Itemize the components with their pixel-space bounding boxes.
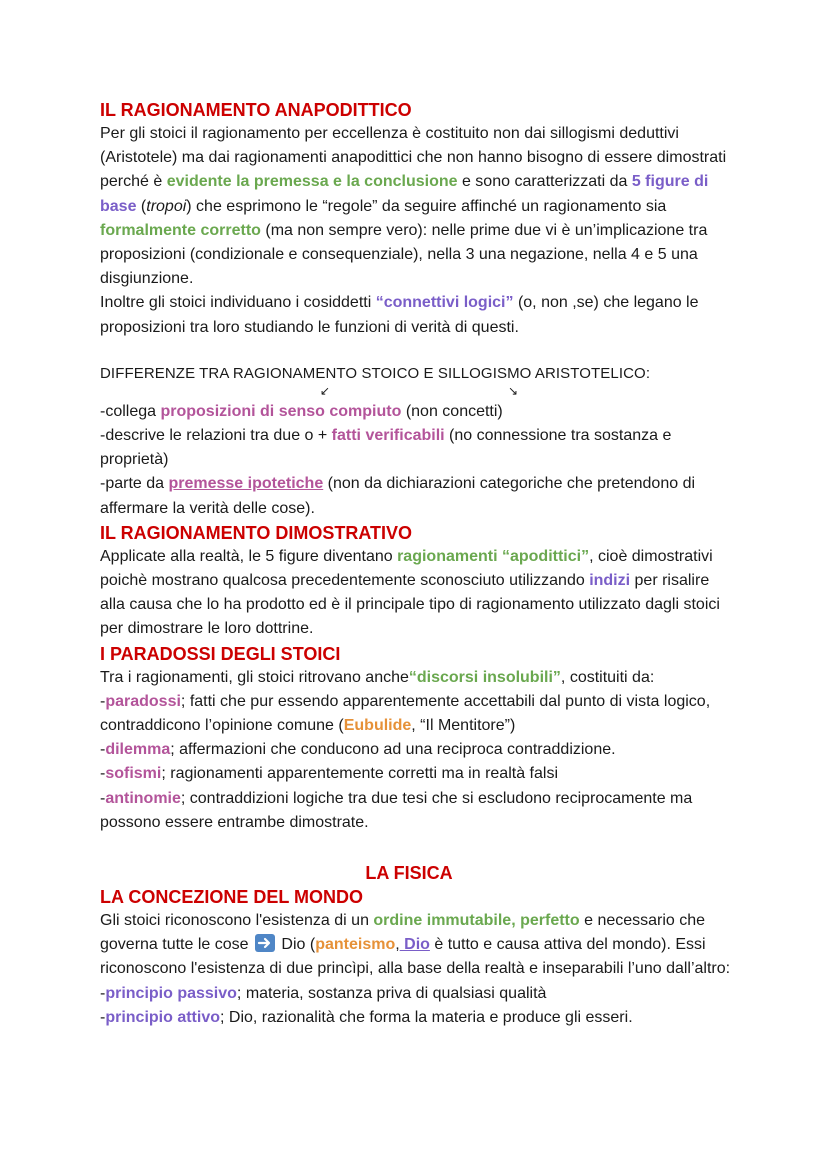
highlight-green: evidente la premessa e la conclusione xyxy=(166,173,458,191)
text-run: - xyxy=(100,692,106,710)
highlight-orange: panteismo xyxy=(315,936,396,954)
text-run: Dio ( xyxy=(276,936,316,954)
highlight-green: ragionamenti “apodittici” xyxy=(397,547,590,565)
highlight-green: formalmente corretto xyxy=(100,221,261,239)
text-run: - xyxy=(100,1008,106,1026)
text-run: ( xyxy=(136,197,147,215)
arrow-down-right-icon: ↘ xyxy=(508,383,519,398)
highlight-magenta: paradossi xyxy=(105,692,181,710)
text-run: ; fatti che pur essendo apparentemente accettabili dal punto di vista logico, contraddicono l’opinione comune ( xyxy=(100,692,711,735)
highlight-purple: indizi xyxy=(589,572,631,590)
paragraph-dimostrativo xyxy=(100,545,738,642)
text-run: per risalire alla causa che lo ha prodotto ed è il principale tipo di ragionamento utilizzato dagli stoici per dimostrare le loro dottrine. xyxy=(100,572,720,638)
highlight-italic: tropoi xyxy=(146,197,187,215)
text-run: e sono caratterizzati da xyxy=(457,173,632,191)
text-run: Tra i ragionamenti, gli stoici ritrovano anche xyxy=(100,668,409,686)
text-run: è tutto e causa attiva del mondo). Essi riconoscono l'esistenza di due princìpi, alla base della realtà e inseparabili l’uno dall’altro: xyxy=(100,936,731,978)
highlight-magenta: fatti verificabili xyxy=(331,427,445,445)
text-run: (o, non ,se) che legano le proposizioni tra loro studiando le funzioni di verità di questi. xyxy=(100,294,699,336)
text-run: (non da dichiarazioni categoriche che pretendono di affermare la verità delle cose). xyxy=(100,475,696,517)
section-title-fisica: LA FISICA xyxy=(365,863,453,884)
text-run: Applicate alla realtà, le 5 figure diventano xyxy=(100,547,398,565)
text-run: - xyxy=(100,984,106,1002)
text-run: - xyxy=(100,789,106,807)
section-title-mondo: LA CONCEZIONE DEL MONDO xyxy=(100,887,364,908)
right-arrow-icon xyxy=(255,934,275,952)
text-run: , “Il Mentitore”) xyxy=(411,717,516,735)
section-title-paradossi: I PARADOSSI DEGLI STOICI xyxy=(100,643,341,664)
text-run: - xyxy=(100,741,106,759)
text-run: Inoltre gli stoici individuano i cosiddetti xyxy=(100,294,376,312)
highlight-purple: 5 figure di base xyxy=(100,173,709,215)
text-run: , costituiti da: xyxy=(560,668,655,686)
text-run: -parte da xyxy=(100,475,169,493)
highlight-green: “discorsi insolubili” xyxy=(408,668,561,686)
paragraph-anapodittico xyxy=(100,122,738,340)
text-run: (non concetti) xyxy=(401,402,503,420)
text-run: ; contraddizioni logiche tra due tesi che si escludono reciprocamente ma possono essere entrambe dimostrate. xyxy=(100,789,693,831)
highlight-purple: “connettivi logici” xyxy=(375,294,514,312)
highlight-magenta: sofismi xyxy=(105,765,162,783)
paragraph-mondo xyxy=(100,909,738,1030)
text-run: (ma non sempre vero): nelle prime due vi è un’implicazione tra proposizioni (condizionale e consequenziale), nella 3 una negazione, nella 4 e 5 una disgiunzione. xyxy=(100,221,708,288)
text-run: ) che esprimono le “regole” da seguire affinché un ragionamento sia xyxy=(186,197,667,215)
text-run: , xyxy=(395,936,400,954)
arrow-down-left-icon: ↙ xyxy=(320,383,331,398)
text-run: , cioè dimostrativi poichè mostrano qualcosa precedentemente sconosciuto utilizzando xyxy=(100,547,713,590)
highlight-green: ordine immutabile, perfetto xyxy=(373,912,580,930)
text-run: -collega xyxy=(100,402,161,420)
highlight-purple: principio passivo xyxy=(105,984,237,1002)
highlight-purple: principio attivo xyxy=(105,1008,220,1026)
text-run: e necessario che governa tutte le cose xyxy=(100,912,706,954)
highlight-orange: Eubulide xyxy=(343,717,412,735)
text-run: Gli stoici riconoscono l'esistenza di un xyxy=(100,912,374,930)
section-title-dimostrativo: IL RAGIONAMENTO DIMOSTRATIVO xyxy=(100,522,413,543)
differences-arrows xyxy=(100,383,738,400)
text-run: ; Dio, razionalità che forma la materia e produce gli esseri. xyxy=(220,1008,633,1026)
text-run: (no connessione tra sostanza e proprietà) xyxy=(100,427,672,469)
highlight-magenta: premesse ipotetiche xyxy=(168,475,324,493)
text-run: ; ragionamenti apparentemente corretti ma in realtà falsi xyxy=(161,765,558,783)
paragraph-paradossi xyxy=(100,666,738,835)
text-run: -descrive le relazioni tra due o + xyxy=(100,427,332,445)
section-title-anapodittico: IL RAGIONAMENTO ANAPODITTICO xyxy=(100,100,412,120)
text-run: Per gli stoici il ragionamento per eccellenza è costituito non dai sillogismi deduttivi (Aristotele) ma dai ragionamenti anapodittici che non hanno bisogno di essere dimostrati perché è xyxy=(100,125,727,191)
highlight-magenta: proposizioni di senso compiuto xyxy=(160,402,402,420)
highlight-magenta: dilemma xyxy=(105,741,171,759)
text-run: - xyxy=(100,765,106,783)
differences-list xyxy=(100,400,738,521)
text-run: ; affermazioni che conducono ad una reciproca contraddizione. xyxy=(170,741,616,759)
highlight-magenta: antinomie xyxy=(105,789,181,807)
differences-heading: DIFFERENZE TRA RAGIONAMENTO STOICO E SILLOGISMO ARISTOTELICO: xyxy=(100,364,651,382)
text-run: ; materia, sostanza priva di qualsiasi qualità xyxy=(236,984,547,1002)
highlight-purple: Dio xyxy=(399,936,430,954)
